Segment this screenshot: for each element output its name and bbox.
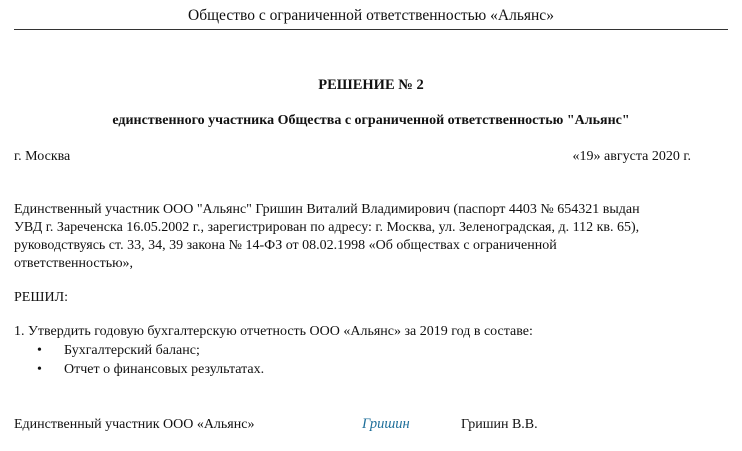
decided-heading: РЕШИЛ: xyxy=(14,290,68,305)
list-item-text: Отчет о финансовых результатах. xyxy=(64,362,265,377)
preamble-line: УВД г. Зареченска 16.05.2002 г., зарегистрирован по адресу: г. Москва, ул. Зеленоградская, д. 112 кв. 65), xyxy=(14,220,640,235)
preamble-line: Единственный участник ООО "Альянс" Гришин Виталий Владимирович (паспорт 4403 № 654321 выдан xyxy=(14,202,640,217)
list-item xyxy=(37,362,264,378)
bullet-icon: • xyxy=(37,362,42,377)
document-title: РЕШЕНИЕ № 2 xyxy=(318,77,424,93)
header-divider xyxy=(14,29,728,30)
list-item xyxy=(37,343,200,359)
bullet-icon: • xyxy=(37,343,42,358)
preamble-line: руководствуясь ст. 33, 34, 39 закона № 14-ФЗ от 08.02.1998 «Об обществах с ограниченной xyxy=(14,238,557,253)
handwritten-signature: Гришин xyxy=(362,416,410,432)
preamble-paragraph xyxy=(14,201,728,273)
document-date: «19» августа 2020 г. xyxy=(572,149,691,164)
signatory-name: Гришин В.В. xyxy=(461,417,538,432)
organization-header: Общество с ограниченной ответственностью «Альянс» xyxy=(188,7,554,24)
document-subtitle: единственного участника Общества с ограниченной ответственностью "Альянс" xyxy=(112,113,630,128)
place-of-issue: г. Москва xyxy=(14,149,71,164)
preamble-line: ответственностью», xyxy=(14,256,134,271)
decision-item: 1. Утвердить годовую бухгалтерскую отчетность ООО «Альянс» за 2019 год в составе: xyxy=(14,324,533,339)
signatory-role: Единственный участник ООО «Альянс» xyxy=(14,417,255,432)
list-item-text: Бухгалтерский баланс; xyxy=(64,343,200,358)
